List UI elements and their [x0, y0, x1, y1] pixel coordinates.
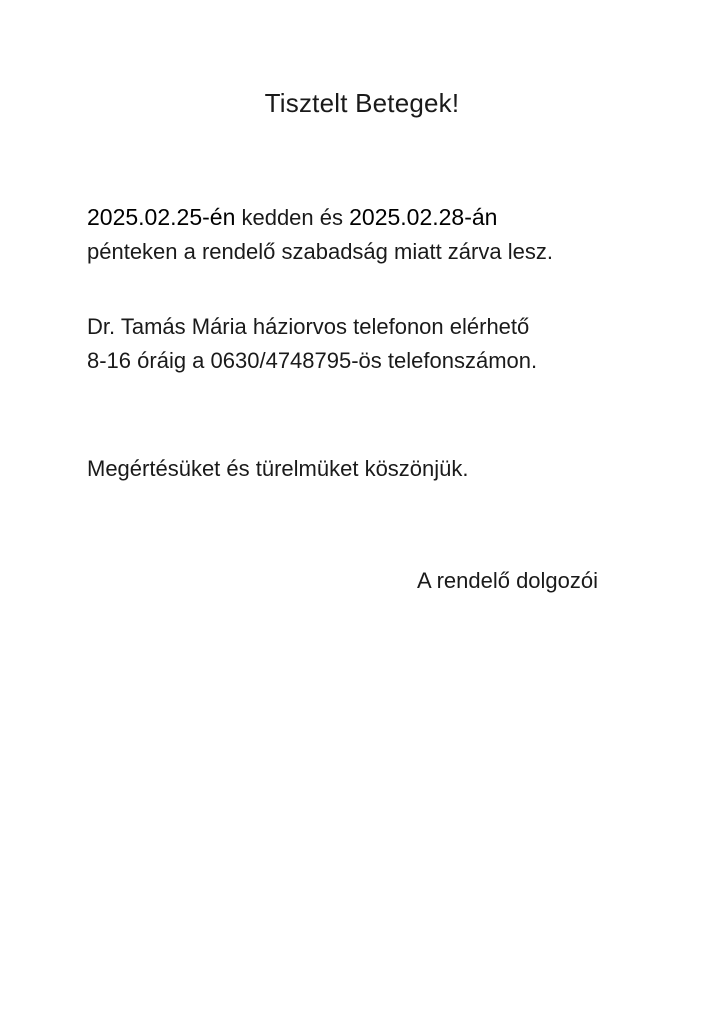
thanks-paragraph: Megértésüket és türelmüket köszönjük.	[87, 456, 469, 481]
notice-title: Tisztelt Betegek!	[264, 88, 460, 118]
closure-line-2: pénteken a rendelő szabadság miatt zárva lesz.	[87, 239, 553, 264]
closure-line-1	[87, 200, 647, 235]
closure-paragraph	[87, 200, 647, 269]
closure-connector-text: kedden és	[235, 205, 350, 230]
closure-date-2: 2025.02.28-án	[349, 204, 498, 230]
contact-line-1: Dr. Tamás Mária háziorvos telefonon elérhető	[87, 314, 530, 339]
signature: A rendelő dolgozói	[417, 568, 599, 593]
contact-paragraph	[87, 310, 647, 378]
contact-line-2: 8-16 óráig a 0630/4748795-ös telefonszámon.	[87, 348, 538, 373]
closure-date-1: 2025.02.25-én	[87, 204, 236, 230]
